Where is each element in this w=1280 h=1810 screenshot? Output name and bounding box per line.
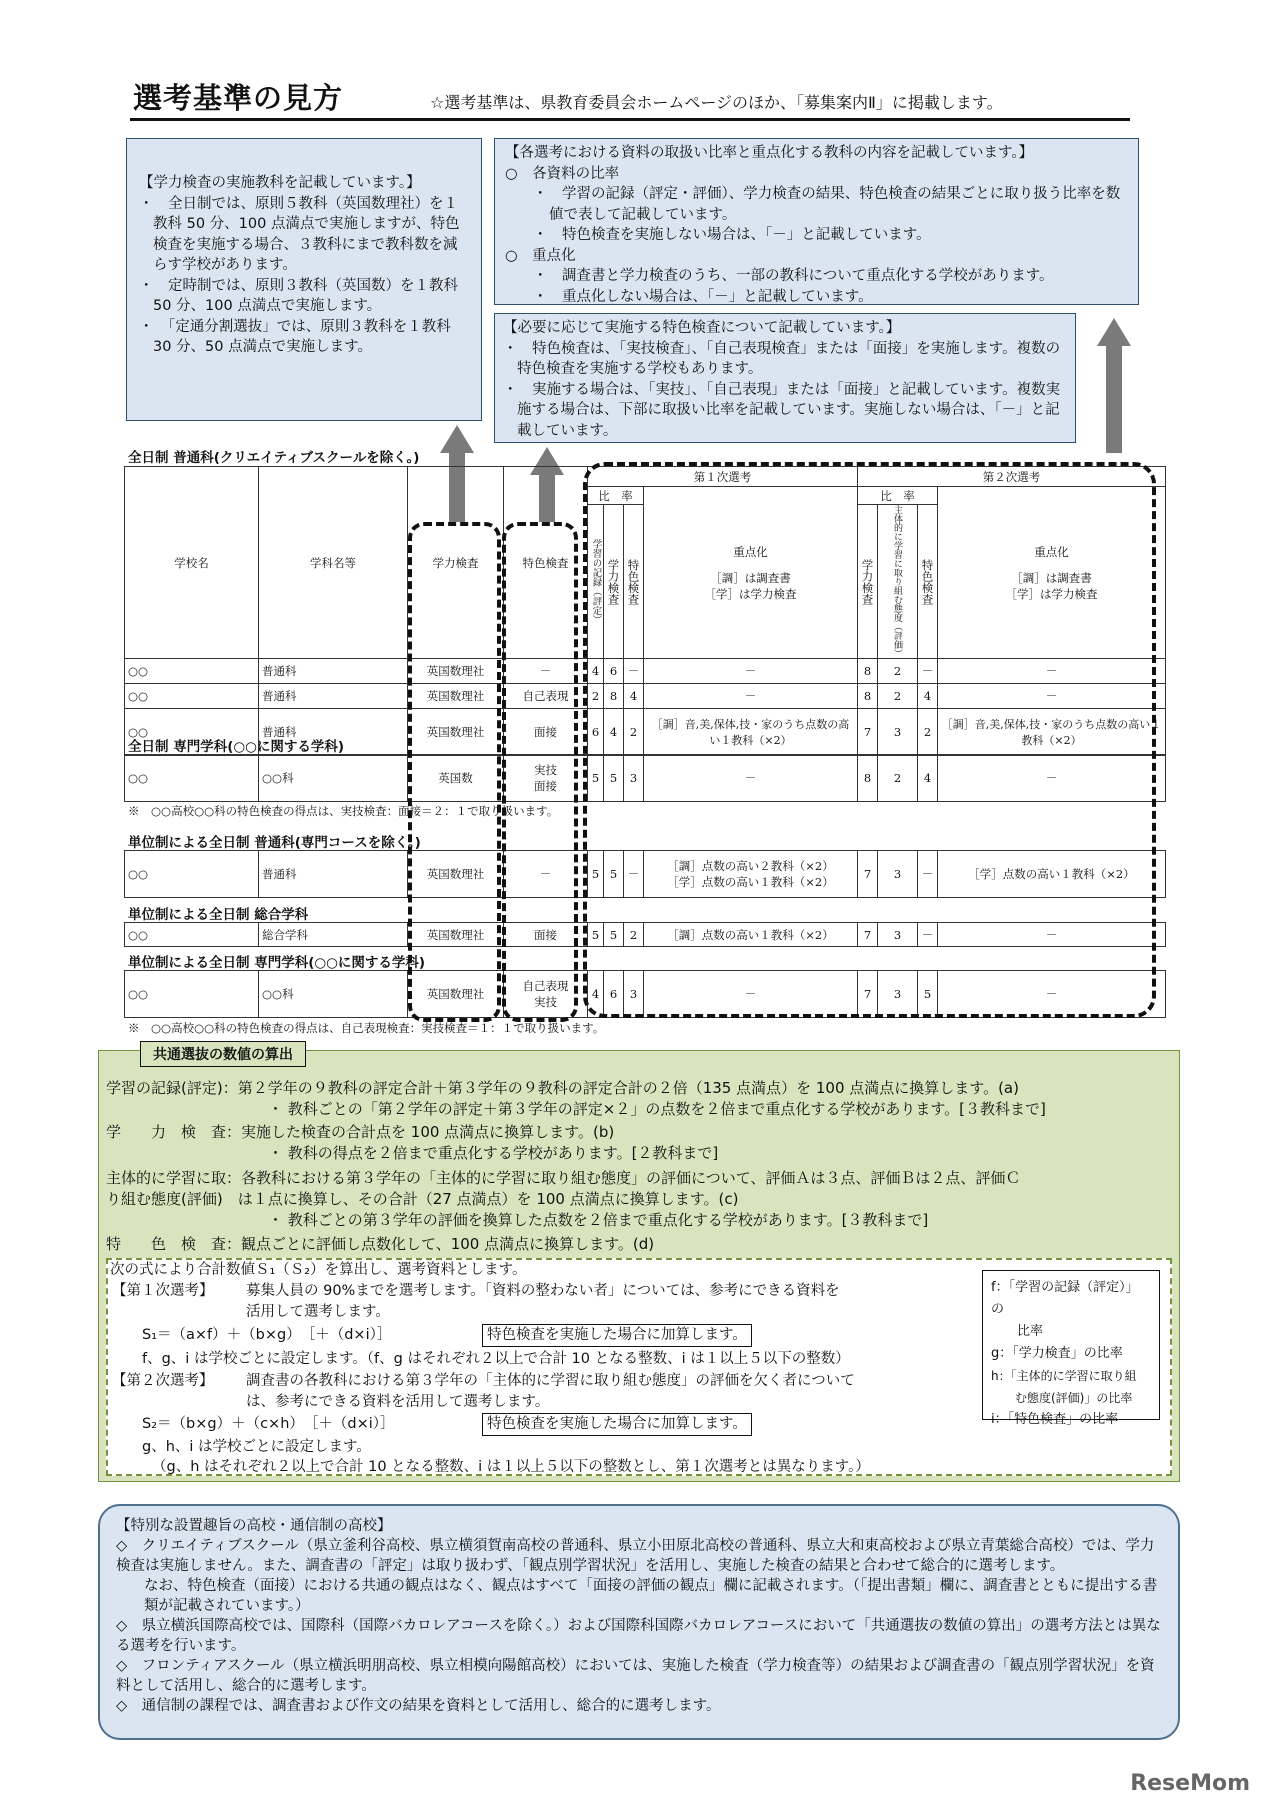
special-paragraph: ◇ 通信制の課程では、調査書および作文の結果を資料として活用し、総合的に選考します。 (116, 1698, 721, 1714)
section-label: 全日制 普通科(クリエイティブスクールを除く。) (128, 450, 420, 466)
cell-ratio: 8 (858, 659, 878, 684)
cell-school: ○○ (125, 755, 259, 802)
common-line: ・ 教科ごとの「第２学年の評定＋第３学年の評定×２」の点数を２倍まで重点化する学校があります。[３教科まで] (268, 1100, 1046, 1118)
common-line: 特 色 検 査：観点ごとに評価し点数化して、100 点満点に換算します。(d) (106, 1235, 655, 1253)
cell-special-line: 実技 (534, 763, 557, 777)
table-note: ※ ○○高校○○科の特色検査の得点は、実技検査：面接＝２：１で取り扱います。 (128, 804, 559, 818)
header-focus-note: ［学］は学力検査 (704, 586, 797, 601)
highlight-ratio-columns (583, 462, 1156, 1018)
cell-focus: － (938, 971, 1166, 1018)
formula-line: 【第２次選考】 (112, 1373, 214, 1389)
cell-school: ○○ (125, 659, 259, 684)
cell-focus: － (938, 659, 1166, 684)
cell-ratio: 5 (588, 851, 604, 898)
common-line: ・ 教科ごとの第３学年の評価を換算した点数を２倍まで重点化する学校があります。[３教科まで] (268, 1211, 929, 1229)
info-box-subitem: ・ 調査書と学力検査のうち、一部の教科について重点化する学校があります。 (533, 268, 1054, 284)
header-focus-note: ［調］は調査書 (710, 570, 791, 585)
legend-line: 比率 (991, 1324, 1044, 1339)
legend-line: f：「学習の記録（評定）」の (991, 1280, 1139, 1317)
cell-ratio: 8 (858, 755, 878, 802)
arrow-shaft (1106, 345, 1122, 453)
cell-focus: － (938, 684, 1166, 709)
cell-ratio: 4 (604, 709, 624, 756)
cell-special-line: 自己表現 (522, 979, 569, 993)
info-box-subitem: ・ 重点化しない場合は、「－」と記載しています。 (533, 288, 873, 305)
cell-ratio: 2 (588, 684, 604, 709)
cell-dept: 普通科 (259, 851, 408, 898)
cell-focus-line: ［学］点数の高い１教科（×2） (667, 875, 834, 889)
cell-focus: － (644, 971, 858, 1018)
header-ratio: 比 率 (858, 487, 938, 505)
formula-line: g、h、i は学校ごとに設定します。 (142, 1439, 371, 1455)
cell-school: ○○ (125, 971, 259, 1018)
special-heading: 【特別な設置趣旨の高校・通信制の高校】 (116, 1518, 392, 1534)
cell-ratio: 5 (918, 971, 938, 1018)
common-line: ・ 教科の得点を２倍まで重点化する学校があります。[２教科まで] (268, 1144, 719, 1162)
cell-ratio: 3 (878, 923, 918, 947)
cell-ratio: 3 (878, 709, 918, 756)
formula-line: は、参考にできる資料を活用して選考します。 (246, 1394, 550, 1410)
cell-ratio: 2 (918, 709, 938, 756)
cell-dept: ○○科 (259, 755, 408, 802)
cell-ratio: 4 (588, 659, 604, 684)
formula-line: f、g、i は学校ごとに設定します。（f、g はそれぞれ２以上で合計 10 となる整数、i は１以上５以下の整数） (142, 1351, 850, 1367)
cell-exam: 英国数 (408, 755, 504, 802)
header-tokushoku: 特色検査 (626, 558, 641, 605)
cell-focus: － (644, 684, 858, 709)
cell-ratio: 5 (588, 923, 604, 947)
cell-ratio: 5 (604, 923, 624, 947)
cell-ratio: 5 (588, 755, 604, 802)
cell-ratio: 3 (878, 971, 918, 1018)
special-paragraph: なお、特色検査（面接）における共通の観点はなく、観点はすべて「面接の評価の観点」欄に記載されます。（「提出書類」欄に、調査書とともに提出する書類が記載されています。） (144, 1578, 1158, 1614)
header-second-selection: 第２次選考 (858, 467, 1166, 487)
info-box-special-exam (494, 313, 1076, 443)
cell-exam: 英国数理社 (408, 971, 504, 1018)
table-note: ※ ○○高校○○科の特色検査の得点は、自己表現検査：実技検査＝１：１で取り扱います。 (128, 1021, 605, 1035)
page-subtitle: ☆選考基準は、県教育委員会ホームページのほか、「募集案内Ⅱ」に掲載します。 (430, 93, 1003, 112)
header-focus-label: 重点化 (733, 544, 768, 559)
section-label: 単位制による全日制 総合学科 (128, 907, 309, 923)
common-line: 学習の記録(評定)：第２学年の９教科の評定合計＋第３学年の９教科の評定合計の２倍（135 点満点）を 100 点満点に換算します。(a) (106, 1079, 1019, 1097)
arrow-up-icon (1097, 318, 1131, 346)
legend-line: i：「特色検査」の比率 (991, 1412, 1119, 1427)
cell-ratio: 6 (588, 709, 604, 756)
header-ratio: 比 率 (588, 487, 644, 505)
cell-focus: ［学］点数の高い１教科（×2） (938, 851, 1166, 898)
info-box-line: ・ 特色検査は、「実技検査」、「自己表現検査」または「面接」を実施します。複数の特色検査を実施する学校もあります。 (503, 340, 1061, 377)
cell-special-line: 面接 (534, 779, 557, 793)
formula-note: 特色検査を実施した場合に加算します。 (482, 1324, 752, 1347)
header-academic: 学力検査 (606, 558, 621, 605)
cell-ratio: 5 (604, 851, 624, 898)
cell-ratio: － (918, 659, 938, 684)
common-line: 学 力 検 査：実施した検査の合計点を 100 点満点に換算します。(b) (106, 1123, 615, 1141)
formula-line: 調査書の各教科における第３学年の「主体的に学習に取り組む態度」の評価を欠く者について (246, 1373, 855, 1389)
highlight-exam-column (408, 522, 501, 1022)
header-exam: 学力検査 (408, 467, 504, 659)
cell-focus: － (644, 659, 858, 684)
formula-line: 次の式により合計数値Ｓ₁（Ｓ₂）を算出し、選考資料とします。 (110, 1262, 527, 1278)
cell-special: 面接 (504, 923, 588, 947)
cell-focus: ［調］音,美,保体,技・家のうち点数の高い１教科（×2） (938, 709, 1166, 756)
cell-ratio: 3 (624, 755, 644, 802)
formula-line: 【第１次選考】 (112, 1283, 214, 1299)
cell-ratio: 4 (918, 684, 938, 709)
cell-ratio: 6 (604, 971, 624, 1018)
formula-line: （g、h はそれぞれ２以上で合計 10 となる整数、i は１以上５以下の整数とし、第１次選考とは異なります。） (152, 1459, 870, 1475)
special-paragraph: ◇ 県立横浜国際高校では、国際科（国際バカロレアコースを除く。）および国際科国際バカロレアコースにおいて「共通選抜の数値の算出」の選考方法とは異なる選考を行います。 (116, 1618, 1161, 1654)
resemom-logo: ReseMom (1130, 1771, 1250, 1796)
cell-ratio: 7 (858, 971, 878, 1018)
header-focus-note: ［学］は学力検査 (1005, 586, 1098, 601)
cell-ratio: 2 (878, 684, 918, 709)
info-box-line: ・ 全日制では、原則５教科（英国数理社）を１教科 50 分、100 点満点で実施しますが、特色検査を実施する場合、３教科にまで教科数を減らす学校があります。 (139, 195, 460, 273)
header-school: 学校名 (125, 467, 259, 659)
cell-ratio: 2 (624, 923, 644, 947)
cell-dept: 普通科 (259, 709, 408, 756)
header-attitude: 主体的に学習に取り組む態度（評価） (892, 505, 902, 658)
header-academic: 学力検査 (860, 558, 875, 605)
header-special: 特色検査 (504, 467, 588, 659)
cell-school: ○○ (125, 709, 259, 756)
cell-exam: 英国数理社 (408, 684, 504, 709)
cell-focus-line: ［調］点数の高い２教科（×2） (667, 859, 834, 873)
cell-ratio: － (624, 851, 644, 898)
cell-ratio: － (918, 851, 938, 898)
cell-school: ○○ (125, 684, 259, 709)
header-first-selection: 第１次選考 (588, 467, 858, 487)
page-title: 選考基準の見方 (133, 81, 344, 115)
info-box-item: ○ 重点化 (505, 247, 576, 264)
cell-ratio: 6 (604, 659, 624, 684)
section-label: 単位制による全日制 普通科(専門コースを除く。) (128, 835, 421, 851)
info-box-heading: 【必要に応じて実施する特色検査について記載しています。】 (503, 320, 901, 336)
cell-special: － (504, 851, 588, 898)
special-schools-box (98, 1504, 1180, 1740)
title-underline (130, 118, 1130, 121)
cell-ratio: 7 (858, 709, 878, 756)
highlight-special-column (502, 522, 578, 1022)
cell-exam: 英国数理社 (408, 659, 504, 684)
formula-note: 特色検査を実施した場合に加算します。 (482, 1413, 752, 1436)
header-tokushoku: 特色検査 (920, 558, 935, 605)
cell-school: ○○ (125, 923, 259, 947)
cell-special: － (504, 659, 588, 684)
special-paragraph: ◇ クリエイティブスクール（県立釜利谷高校、県立横須賀南高校の普通科、県立小田原北高校の普通科、県立大和東高校および県立青葉総合高校）では、学力検査は実施しません。また、調査書の「評定」は取り扱わず、「観点別学習状況」を活用し、実施した検査の結果と合わせて総合的に選考します。 (116, 1538, 1155, 1574)
cell-exam: 英国数理社 (408, 923, 504, 947)
header-record: 学習の記録（評定） (590, 538, 602, 625)
info-box-heading: 【学力検査の実施教科を記載しています。】 (139, 175, 421, 191)
cell-ratio: 3 (624, 971, 644, 1018)
cell-special: 面接 (504, 709, 588, 756)
info-box-line: ・ 「定通分割選抜」では、原則３教科を１教科 30 分、50 点満点で実施します。 (139, 318, 451, 355)
cell-ratio: 7 (858, 851, 878, 898)
legend-line: g：「学力検査」の比率 (991, 1346, 1123, 1361)
cell-ratio: － (918, 923, 938, 947)
arrow-up-icon (440, 425, 474, 453)
cell-ratio: 2 (878, 755, 918, 802)
section-label: 単位制による全日制 専門学科(○○に関する学科) (128, 955, 426, 971)
cell-ratio: － (624, 659, 644, 684)
legend-line: む態度(評価)」の比率 (991, 1391, 1133, 1405)
info-box-line: ・ 実施する場合は、「実技」、「自己表現」または「面接」と記載しています。複数実施する場合は、下部に取扱い比率を記載しています。実施しない場合は、「－」と記載しています。 (503, 381, 1061, 439)
cell-ratio: 4 (588, 971, 604, 1018)
cell-ratio: 4 (624, 684, 644, 709)
info-box-item: ○ 各資料の比率 (505, 165, 620, 182)
info-box-ratio-focus (494, 138, 1139, 305)
cell-ratio: 8 (604, 684, 624, 709)
cell-focus: ［調］音,美,保体,技・家のうち点数の高い１教科（×2） (644, 709, 858, 756)
cell-ratio: 2 (878, 659, 918, 684)
formula-s1: S₁＝（a×f）＋（b×g） ［＋（d×i）］ (142, 1327, 392, 1343)
info-box-heading: 【各選考における資料の取扱い比率と重点化する教科の内容を記載しています。】 (505, 145, 1034, 161)
header-dept: 学科名等 (259, 467, 408, 659)
cell-dept: ○○科 (259, 971, 408, 1018)
cell-focus: － (644, 755, 858, 802)
cell-focus: － (938, 755, 1166, 802)
cell-special-line: 実技 (534, 995, 557, 1009)
cell-ratio: 8 (858, 684, 878, 709)
formula-line: 募集人員の 90%までを選考します。「資料の整わない者」については、参考にできる資料を (246, 1283, 840, 1299)
info-box-line: ・ 定時制では、原則３教科（英国数）を１教科 50 分、100 点満点で実施します。 (139, 277, 458, 314)
cell-ratio: 5 (604, 755, 624, 802)
cell-dept: 総合学科 (259, 923, 408, 947)
cell-exam: 英国数理社 (408, 709, 504, 756)
cell-ratio: 7 (858, 923, 878, 947)
formula-line: 活用して選考します。 (246, 1304, 390, 1320)
cell-dept: 普通科 (259, 684, 408, 709)
cell-focus: － (938, 923, 1166, 947)
cell-focus: ［調］点数の高い１教科（×2） (644, 923, 858, 947)
legend-line: h：「主体的に学習に取り組 (991, 1369, 1137, 1383)
common-line: 主体的に学習に取：各教科における第３学年の「主体的に学習に取り組む態度」の評価について、評価Ａは３点、評価Ｂは２点、評価Ｃ (106, 1169, 1021, 1187)
common-line: り組む態度(評価) は１点に換算し、その合計（27 点満点）を 100 点満点に換算します。(c) (106, 1190, 739, 1208)
cell-special: 自己表現 (504, 684, 588, 709)
info-box-subitem: ・ 特色検査を実施しない場合は、「－」と記載しています。 (533, 227, 931, 243)
cell-exam: 英国数理社 (408, 851, 504, 898)
common-selection-tab: 共通選抜の数値の算出 (140, 1041, 306, 1067)
cell-ratio: 4 (918, 755, 938, 802)
header-focus-label: 重点化 (1034, 544, 1069, 559)
header-focus-note: ［調］は調査書 (1011, 570, 1092, 585)
formula-s2: S₂＝（b×g）＋（c×h） ［＋（d×i）］ (142, 1416, 395, 1432)
section-label: 全日制 専門学科(○○に関する学科) (128, 739, 345, 755)
formula-legend (982, 1270, 1160, 1427)
special-paragraph: ◇ フロンティアスクール（県立横浜明朋高校、県立相模向陽館高校）においては、実施した検査（学力検査等）の結果および調査書の「観点別学習状況」を資料として活用し、総合的に選考します。 (116, 1658, 1155, 1694)
info-box-academic-exam (126, 138, 482, 421)
cell-dept: 普通科 (259, 659, 408, 684)
cell-ratio: 3 (878, 851, 918, 898)
cell-ratio: 2 (624, 709, 644, 756)
cell-school: ○○ (125, 851, 259, 898)
info-box-subitem: ・ 学習の記録（評定・評価）、学力検査の結果、特色検査の結果ごとに取り扱う比率を数値で表して記載しています。 (533, 186, 1121, 223)
